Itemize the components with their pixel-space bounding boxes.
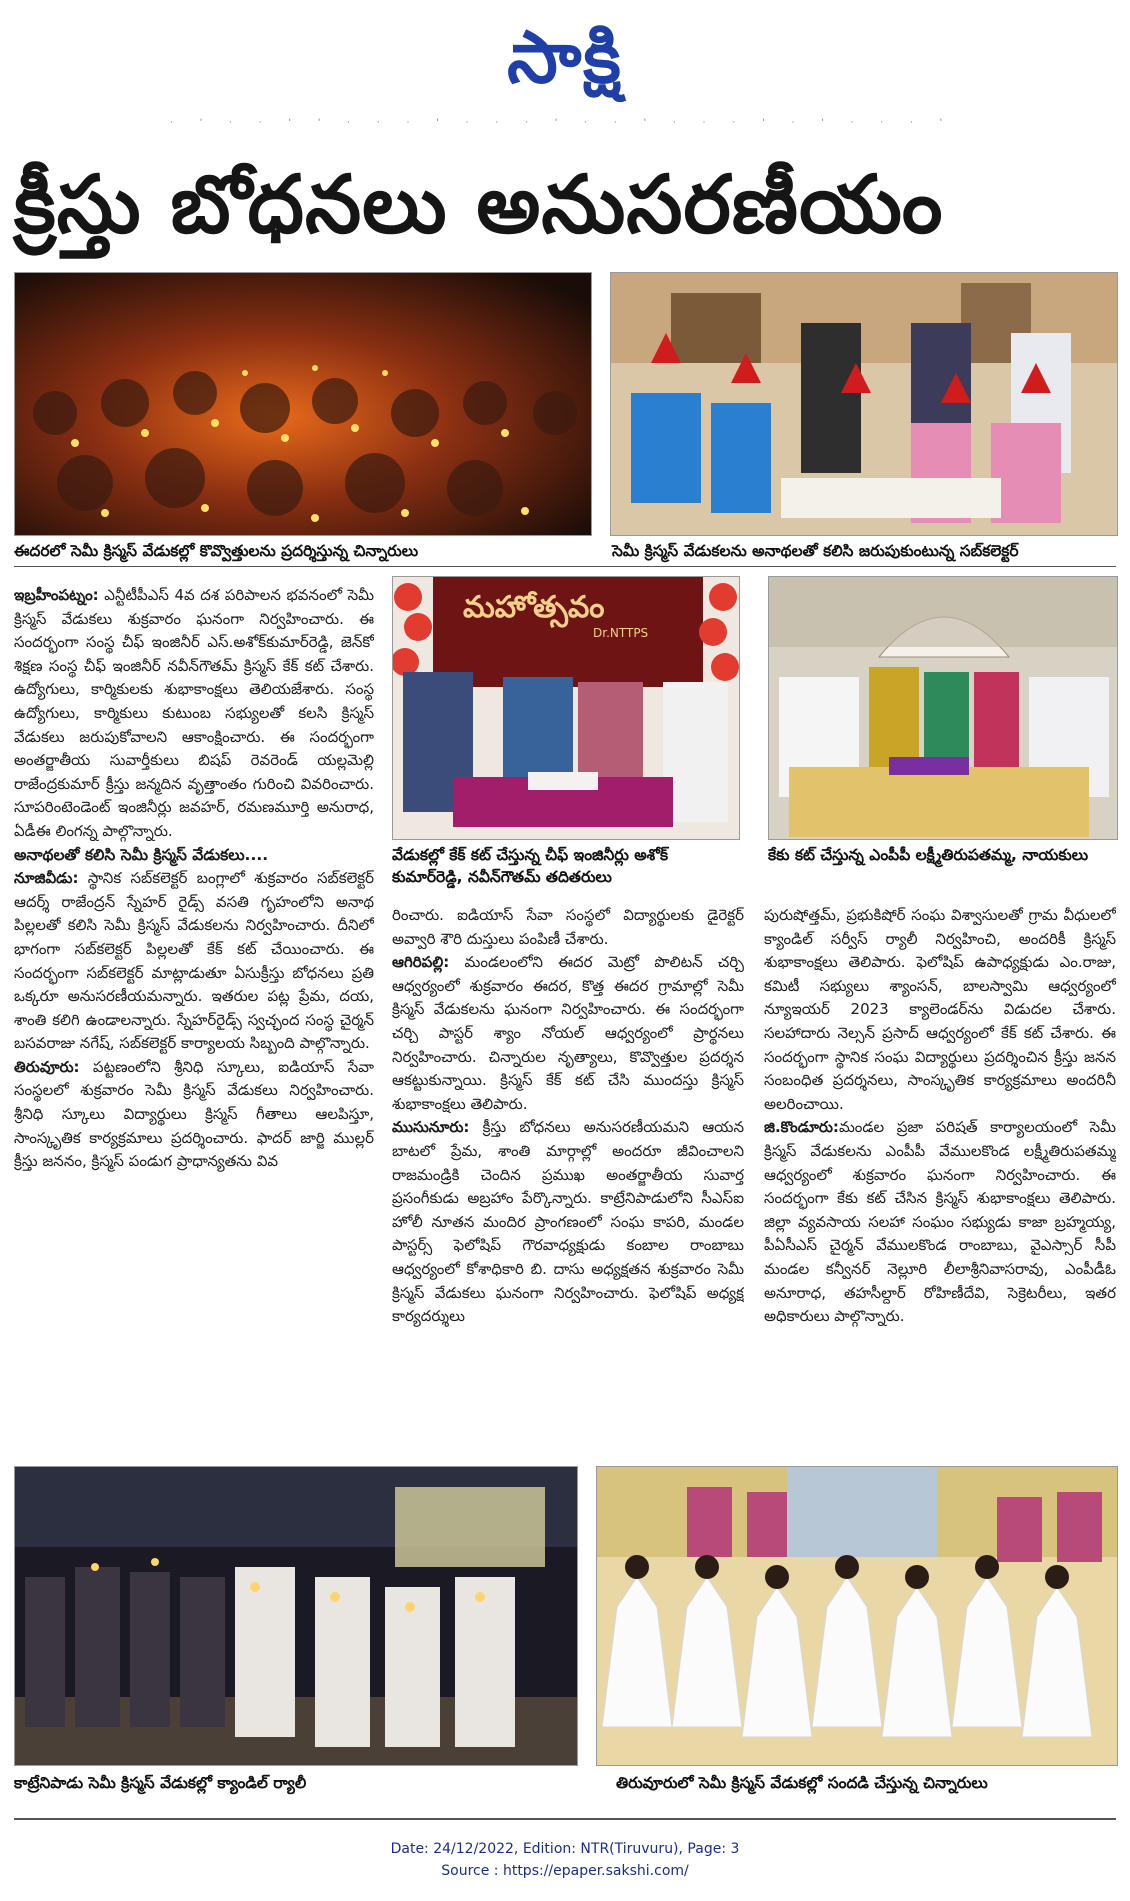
paragraph-nuzividu: స్థానిక సబ్‌కలెక్టర్ బంగ్లాలో శుక్రవారం సబ్‌కలెక్టర్ ఆదర్శ్ రాజేంద్రన్ స్నేహ‌ర్ రైడ్స్ వసతి గృహంలోని అనాథ పిల్లలతో కలిసి సెమీ క్రిస్మస్ వేడుకలను నిర్వహించారు. దీనిలో భాగంగా సబ్‌కలెక్టర్ పిల్లలతో కేక్ కట్ చేయించారు. ఈ సందర్భంగా సబ్‌కలెక్టర్ మాట్లాడుతూ ఏసుక్రీస్తు బోధనలు ప్రతి ఒక్కరూ అనుసరణీయమన్నారు. ఇతరుల పట్ల ప్రేమ, దయ, శాంతి కలిగి ఉండాలన్నారు. స్నేహ‌ర్‌రైడ్స్ స్వచ్ఛంద సంస్థ చైర్మన్ బసవరాజు నగేష్, సబ్‌కలెక్టర్ కార్యాలయ సిబ్బంది పాల్గొన్నారు. (14, 869, 374, 1053)
paragraph-musunuru-cont: పురుషోత్తమ్, ప్రభుకిషోర్ సంఘ విశ్వాసులతో గ్రామ వీధులలో క్యాండిల్ సర్వీస్ ర్యాలీ నిర్వహించి, అందరికీ క్రిస్మస్ శుభాకాంక్షలు తెలిపారు. ఫెలోషిప్ ఉపాధ్యక్షుడు ఎం.రాజు, కమిటీ సభ్యులు శ్యాంసన్, బాలస్వామి ఆధ్వర్యంలో న్యూఇయర్ 2023 క్యాలెండర్‌ను విడుదల చేశారు. సలహాదారు నెల్సన్ ప్రసాద్ ఆధ్వర్యంలో కేక్ కట్ చేశారు. ఈ సందర్భంగా స్థానిక సంఘ విద్యార్థులు ప్రదర్శించిన క్రీస్తు జనన సంబంధిత ప్రదర్శనలు, సాంస్కృతిక కార్యక్రమాలు అందరినీ అలరించాయి. (764, 906, 1116, 1113)
dateline-g-konduru: జి.కొండూరు: (764, 1118, 839, 1137)
article-column-3 (764, 904, 1116, 1450)
caption-photo-1: ఈదరలో సెమీ క్రిస్మస్ వేడుకల్లో కొవ్వొత్తులను ప్రదర్శిస్తున్న చిన్నారులు (14, 542, 419, 560)
caption-photo-4: కేకు కట్ చేస్తున్న ఎంపీపీ లక్ష్మీతిరుపతమ్మ, నాయకులు (768, 846, 1089, 864)
dateline-tiruvuru: తిరువూరు: (14, 1057, 80, 1076)
photo-cake-cutting-nttps (392, 576, 740, 840)
dateline-musunuru: ముసునూరు: (392, 1118, 470, 1137)
page-headline: క్రీస్తు బోధనలు అనుసరణీయం (14, 158, 944, 251)
caption-photo-3: వేడుకల్లో కేక్ కట్ చేస్తున్న చీఫ్ ఇంజినీర్లు అశోక్ కుమార్‌రెడ్డి, నవీన్‌గౌతమ్ తదితరులు (392, 846, 669, 886)
divider (14, 566, 1116, 567)
footer-source (0, 1838, 1130, 1882)
paragraph-g-konduru: మండల ప్రజా పరిషత్ కార్యాలయంలో సెమీ క్రిస్మస్ వేడుకలను ఎంపీపీ వేములకొండ లక్ష్మీతిరుపతమ్మ ఆధ్వర్యంలో శుక్రవారం ఘనంగా నిర్వహించారు. ఈ సందర్భంగా కేకు కట్ చేసిన క్రిస్మస్ శుభాకాంక్షలు తెలిపారు. జిల్లా వ్యవసాయ సలహా సంఘం సభ్యుడు కాజా బ్రహ్మయ్య, పీఏసీఎస్ చైర్మన్ వేములకొండ రాంబాబు, వైఎస్సార్ సీపీ మండల కన్వీనర్ నెల్లూరి లీలాశ్రీనివాసరావు, ఎంపీడీఓ అనూరాధ, తహసీల్దార్ రోహిణీదేవి, సెక్రెటరీలు, ఇతర అధికారులు పాల్గొన్నారు. (764, 1118, 1116, 1326)
dateline-nuzividu: నూజివీడు: (14, 869, 79, 888)
photo-children-white-dresses (596, 1466, 1118, 1766)
subheading-orphans: అనాథలతో కలిసి సెమీ క్రిస్మస్ వేడుకలు.... (14, 845, 269, 864)
photo-subcollector-children (610, 272, 1118, 536)
banner-subtitle: Dr.NTTPS (593, 626, 649, 640)
caption-photo-2: సెమీ క్రిస్మస్ వేడుకలను అనాథలతో కలిసి జరుపుకుంటున్న సబ్‌కలెక్టర్ (612, 542, 1019, 560)
photo-candle-rally (14, 1466, 578, 1766)
photo-candle-children (14, 272, 592, 536)
footer-divider (14, 1818, 1116, 1820)
paragraph-tiruvuru: పట్టణంలోని శ్రీనిధి స్కూలు, ఐడియాస్ సేవా సంస్థలలో శుక్రవారం సెమీ క్రిస్మస్ వేడుకలు నిర్వహించారు. శ్రీనిధి స్కూలు విద్యార్థులు క్రిస్మస్ గీతాలు ఆలపిస్తూ, సాంస్కృతిక కార్యక్రమాలు ప్రదర్శించారు. ఫాదర్ జార్జి ముల్లర్ క్రీస్తు జననం, క్రిస్మస్ పండుగ ప్రాధాన్యతను వివ (14, 1057, 374, 1171)
dateline-ibrahimpatnam: ఇబ్రహీంపట్నం: (14, 586, 99, 604)
article-column-2 (392, 904, 744, 1450)
photo-mpp-cake-cutting (768, 576, 1118, 840)
dateline-agiripalli: ఆగిరిపల్లి: (392, 953, 450, 972)
article-column-1 (14, 584, 374, 1450)
paragraph-agiripalli: మండలంలోని ఈదర మెట్రో పొలిటన్ చర్చి ఆధ్వర్యంలో శుక్రవారం ఈదర, కొత్త ఈదర గ్రామాల్లో సెమీ క్రిస్మస్ వేడుకలను ఘనంగా నిర్వహించారు. ఈ సందర్భంగా చర్చి పాస్టర్ శ్యాం నోయల్ ఆధ్వర్యంలో ప్రార్థనలు నిర్వహించారు. చిన్నారుల నృత్యాలు, కొవ్వొత్తుల ప్రదర్శన ఆకట్టుకున్నాయి. క్రిస్మస్ కేక్ కట్ చేసి ముందస్తు క్రిస్మస్ శుభాకాంక్షలు తెలిపారు. (392, 953, 744, 1113)
masthead-logo: సాక్షి (507, 15, 623, 99)
footer-date-edition: Date: 24/12/2022, Edition: NTR(Tiruvuru), Page: 3 (390, 1841, 740, 1857)
caption-photo-6: తిరువూరులో సెమీ క్రిస్మస్ వేడుకల్లో సందడి చేస్తున్న చిన్నారులు (616, 1774, 988, 1792)
banner-title: మహోత్సవం (463, 590, 605, 625)
masthead-dotted-strip: · ' · · ' ' · · · ' · · · ' · · ' · · · ' · ' · · · ' (170, 118, 955, 128)
footer-source-link[interactable]: Source : https://epaper.sakshi.com/ (441, 1863, 689, 1879)
paragraph-musunuru: క్రీస్తు బోధనలు అనుసరణీయమని ఆయన బాటలో ప్రేమ, శాంతి మార్గాల్లో అందరూ జీవించాలని రాజమండ్రికి చెందిన ప్రముఖ అంతర్జాతీయ సువార్త ప్రసంగీకుడు అబ్రహాం పేర్కొన్నారు. కాట్రేనిపాడులోని సీఎస్ఐ హోలీ నూతన మందిర ప్రాంగణంలో సంఘ కాపరి, మండల పాస్టర్స్ ఫెలోషిప్ గౌరవాధ్యక్షుడు కంబాల రాంబాబు ఆధ్వర్యంలో కోశాధికారి బి. దాసు అధ్యక్షతన శుక్రవారం సెమీ క్రిస్మస్ వేడుకలు ఘనంగా నిర్వహించారు. ఫెలోషిప్ అధ్యక్ష కార్యదర్శులు (392, 1118, 744, 1326)
paragraph-tiruvuru-cont: రించారు. ఐడియాస్ సేవా సంస్థలో విద్యార్థులకు డైరెక్టర్ అవ్వారి శౌరి దుస్తులు పంపిణీ చేశారు. (392, 906, 744, 948)
caption-photo-5: కాట్రేనిపాడు సెమీ క్రిస్మస్ వేడుకల్లో క్యాండిల్ ర్యాలీ (14, 1774, 307, 1792)
paragraph-ibrahimpatnam: ఎన్టీటీపీఎస్ 4వ దశ పరిపాలన భవనంలో సెమీ క్రిస్మస్ వేడుకలు శుక్రవారం ఘనంగా నిర్వహించారు. ఈ సందర్భంగా సంస్థ చీఫ్ ఇంజినీర్ ఎస్.అశోక్‌కుమార్‌రెడ్డి, జెన్‌కో శిక్షణ సంస్థ చీఫ్ ఇంజినీర్ నవీన్‌గౌతమ్ క్రిస్మస్ కేక్ కట్ చేశారు. ఉద్యోగులు, కార్మికులకు శుభాకాంక్షలు తెలియజేశారు. సంస్థ ఉద్యోగులు, కార్మికులు కుటుంబ సభ్యులతో కలసి క్రిస్మస్ వేడుకలు జరుపుకోవాలని ఆకాంక్షించారు. ఈ సందర్భంగా అంతర్జాతీయ సువార్తీకులు బిషప్ రెవరెండ్ యల్లమెల్లి రాజేంద్రకుమార్ క్రీస్తు జన్మదిన వృత్తాంతం గురించి వివరించారు. సూపరింటెండెంట్ ఇంజినీర్లు జవహర్, రమణమూర్తి అనురాధ, ఏడీఈ లింగన్న పాల్గొన్నారు. (14, 586, 374, 840)
